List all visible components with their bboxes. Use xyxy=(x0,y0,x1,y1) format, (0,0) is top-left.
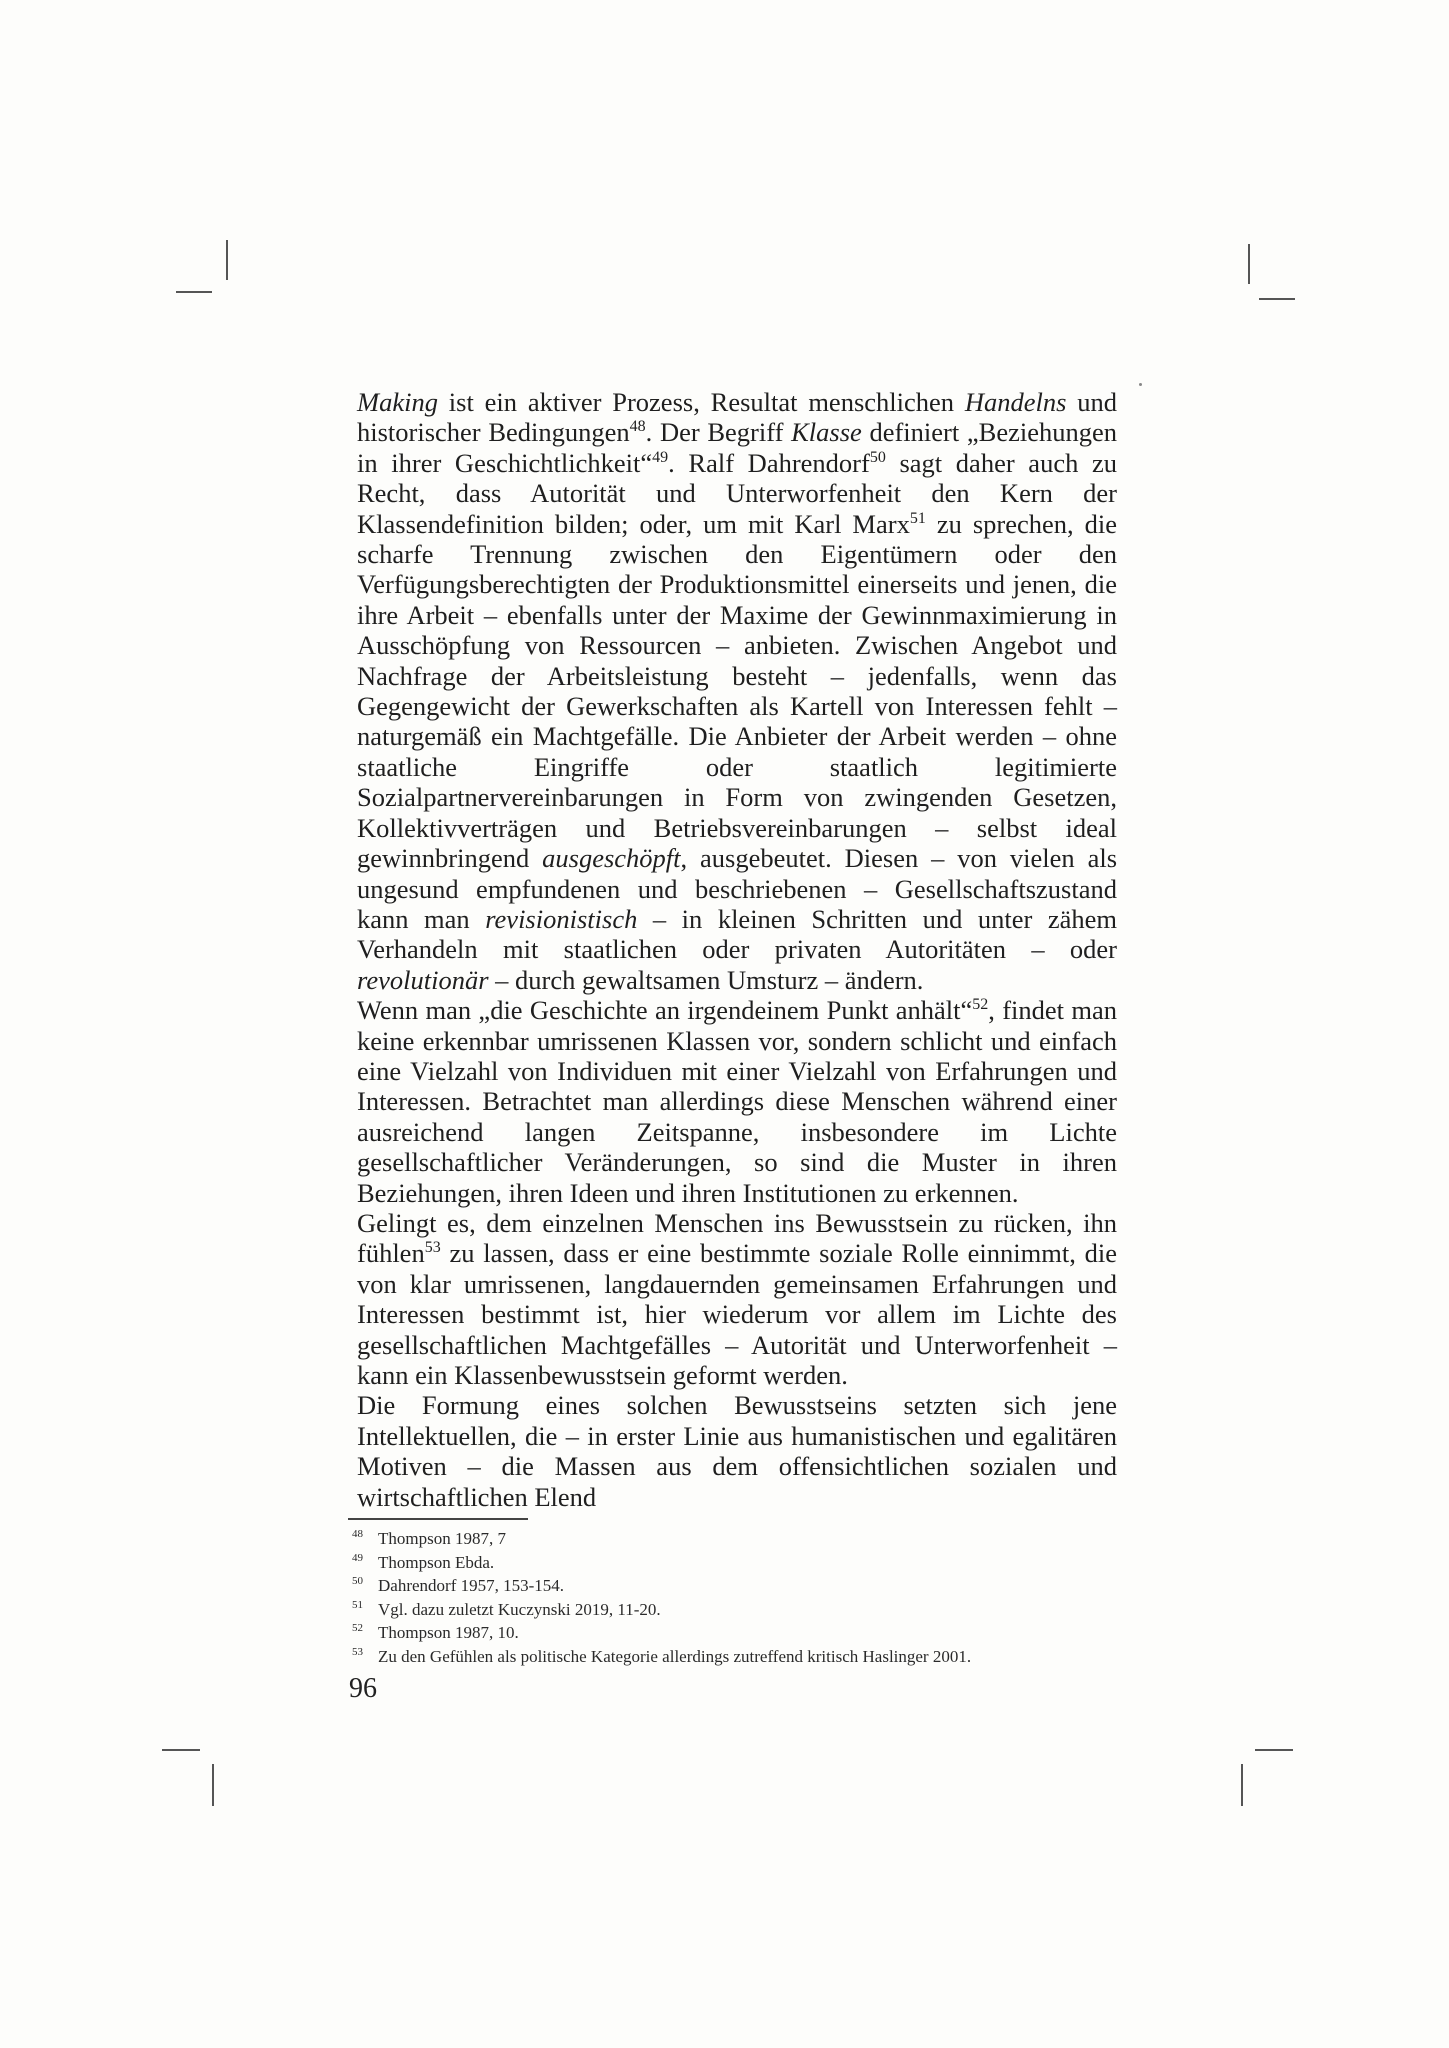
footnote-ref: 49 xyxy=(652,448,669,466)
footnote-ref: 52 xyxy=(972,996,989,1014)
footnote-number: 51 xyxy=(352,1598,363,1611)
footnote xyxy=(352,1645,1172,1669)
text-run: , ausgebeutet. Diesen – von vielen als ungesund empfundenen und beschriebenen – Gesellschaftszustand kann man xyxy=(357,843,1118,934)
footnote-text: Thompson Ebda. xyxy=(378,1552,495,1572)
footnote-number: 50 xyxy=(352,1575,363,1587)
crop-mark-top-right-h xyxy=(1259,298,1295,300)
text-run: . Ralf Dahrendorf xyxy=(668,447,870,478)
text-run: Wenn man „die Geschichte an irgendeinem Punkt anhält“ xyxy=(357,995,973,1026)
text-run: – in kleinen Schritten und unter zähem Verhandeln mit staatlichen oder privaten Autoritäten – oder xyxy=(357,903,1117,965)
footnote xyxy=(352,1621,1172,1645)
crop-mark-top-right-v xyxy=(1248,244,1250,284)
footnote-ref: 50 xyxy=(869,448,886,466)
crop-mark-bottom-left-v xyxy=(212,1764,214,1806)
paragraph xyxy=(357,1390,1117,1512)
crop-mark-top-left-h xyxy=(176,291,212,293)
footnote-text: Vgl. dazu zuletzt Kuczynski 2019, 11-20. xyxy=(378,1599,661,1619)
crop-mark-top-left-v xyxy=(226,240,228,280)
footnote xyxy=(352,1574,1172,1598)
crop-mark-bottom-left-h xyxy=(162,1749,200,1751)
footnote-text: Thompson 1987, 7 xyxy=(378,1529,506,1548)
text-run: zu lassen, dass er eine bestimmte soziale Rolle einnimmt, die von klar umrissenen, langdauernden gemeinsamen Erfahrungen und Interessen bestimmt ist, hier wiederum vor allem im Lichte des gesellschaftlichen Machtgefälles – Autorität und Unterworfenheit – kann ein Klassenbewusstsein geformt werden. xyxy=(357,1238,1117,1390)
text-run: . Der Begriff xyxy=(645,417,792,448)
footnotes xyxy=(352,1527,1172,1668)
footnote-ref: 51 xyxy=(909,509,926,527)
footnote-number: 48 xyxy=(352,1528,363,1540)
scan-speck xyxy=(1139,383,1142,386)
footnote-text: Thompson 1987, 10. xyxy=(378,1623,519,1642)
italic-term: revolutionär xyxy=(357,964,489,995)
footnote xyxy=(352,1527,1172,1551)
italic-term: Making xyxy=(357,387,438,417)
paragraph xyxy=(357,1208,1117,1390)
italic-term: ausgeschöpft xyxy=(542,843,681,874)
body-text xyxy=(357,387,1117,1512)
text-run: zu sprechen, die scharfe Trennung zwischen den Eigentümern oder den Verfügungsberechtigten der Produktionsmittel einerseits und jenen, die ihre Arbeit – ebenfalls unter der Maxime der Gewinnmaximierung in Ausschöpfung von Ressourcen – anbieten. Zwischen Angebot und Nachfrage der Arbeitsleistung besteht – jedenfalls, wenn das Gegengewicht der Gewerkschaften als Kartell von Interessen fehlt – naturgemäß ein Machtgefälle. Die Anbieter der Arbeit werden – ohne staatliche Eingriffe oder staatlich legitimierte Sozialpartnervereinbarungen in Form von zwingenden Gesetzen, Kollektivverträgen und Betriebsvereinbarungen – selbst ideal gewinnbringend xyxy=(357,508,1118,874)
text-run: ist ein aktiver Prozess, Resultat menschlichen xyxy=(437,387,965,417)
footnote-text: Zu den Gefühlen als politische Kategorie allerdings zutreffend kritisch Haslinger 2001. xyxy=(378,1646,972,1666)
text-run: und historischer Bedingungen xyxy=(357,387,1117,448)
paragraph xyxy=(357,387,1117,995)
italic-term: Handelns xyxy=(964,387,1067,417)
text-run: , findet man keine erkennbar umrissenen Klassen vor, sondern schlicht und einfach eine Vielzahl von Individuen mit einer Vielzahl von Erfahrungen und Interessen. Betrachtet man allerdings diese Menschen während einer ausreichend langen Zeitspanne, insbesondere im Lichte gesellschaftlicher Veränderungen, so sind die Muster in ihren Beziehungen, ihren Ideen und ihren Institutionen zu erkennen. xyxy=(357,995,1117,1208)
crop-mark-bottom-right-v xyxy=(1241,1764,1243,1806)
footnote-number: 52 xyxy=(352,1622,363,1634)
footnote-ref: 48 xyxy=(629,418,646,436)
text-run: – durch gewaltsamen Umsturz – ändern. xyxy=(488,964,924,995)
text-run: definiert „Beziehungen in ihrer Geschichtlichkeit“ xyxy=(357,417,1118,478)
text-run: Die Formung eines solchen Bewusstseins setzten sich jene Intellektuellen, die – in erster Linie aus humanistischen und egalitären Motiven – die Massen aus dem offensichtlichen sozialen und wirtschaftlichen Elend xyxy=(357,1390,1117,1512)
footnote-text: Dahrendorf 1957, 153-154. xyxy=(378,1576,565,1595)
text-run: sagt daher auch zu Recht, dass Autorität und Unterworfenheit den Kern der Klassendefinition bilden; oder, um mit Karl Marx xyxy=(357,447,1117,539)
italic-term: Klasse xyxy=(791,417,862,448)
page-number: 96 xyxy=(349,1673,377,1704)
footnote-ref: 53 xyxy=(424,1239,441,1257)
italic-term: revisionistisch xyxy=(485,903,638,934)
crop-mark-bottom-right-h xyxy=(1255,1749,1293,1751)
footnote xyxy=(352,1551,1172,1575)
text-run: Gelingt es, dem einzelnen Menschen ins Bewusstsein zu rücken, ihn fühlen xyxy=(357,1207,1117,1269)
footnote-number: 53 xyxy=(352,1645,363,1658)
footnote-number: 49 xyxy=(352,1551,363,1564)
footnote-separator xyxy=(348,1518,528,1520)
paragraph xyxy=(357,995,1117,1208)
footnote xyxy=(352,1598,1172,1622)
